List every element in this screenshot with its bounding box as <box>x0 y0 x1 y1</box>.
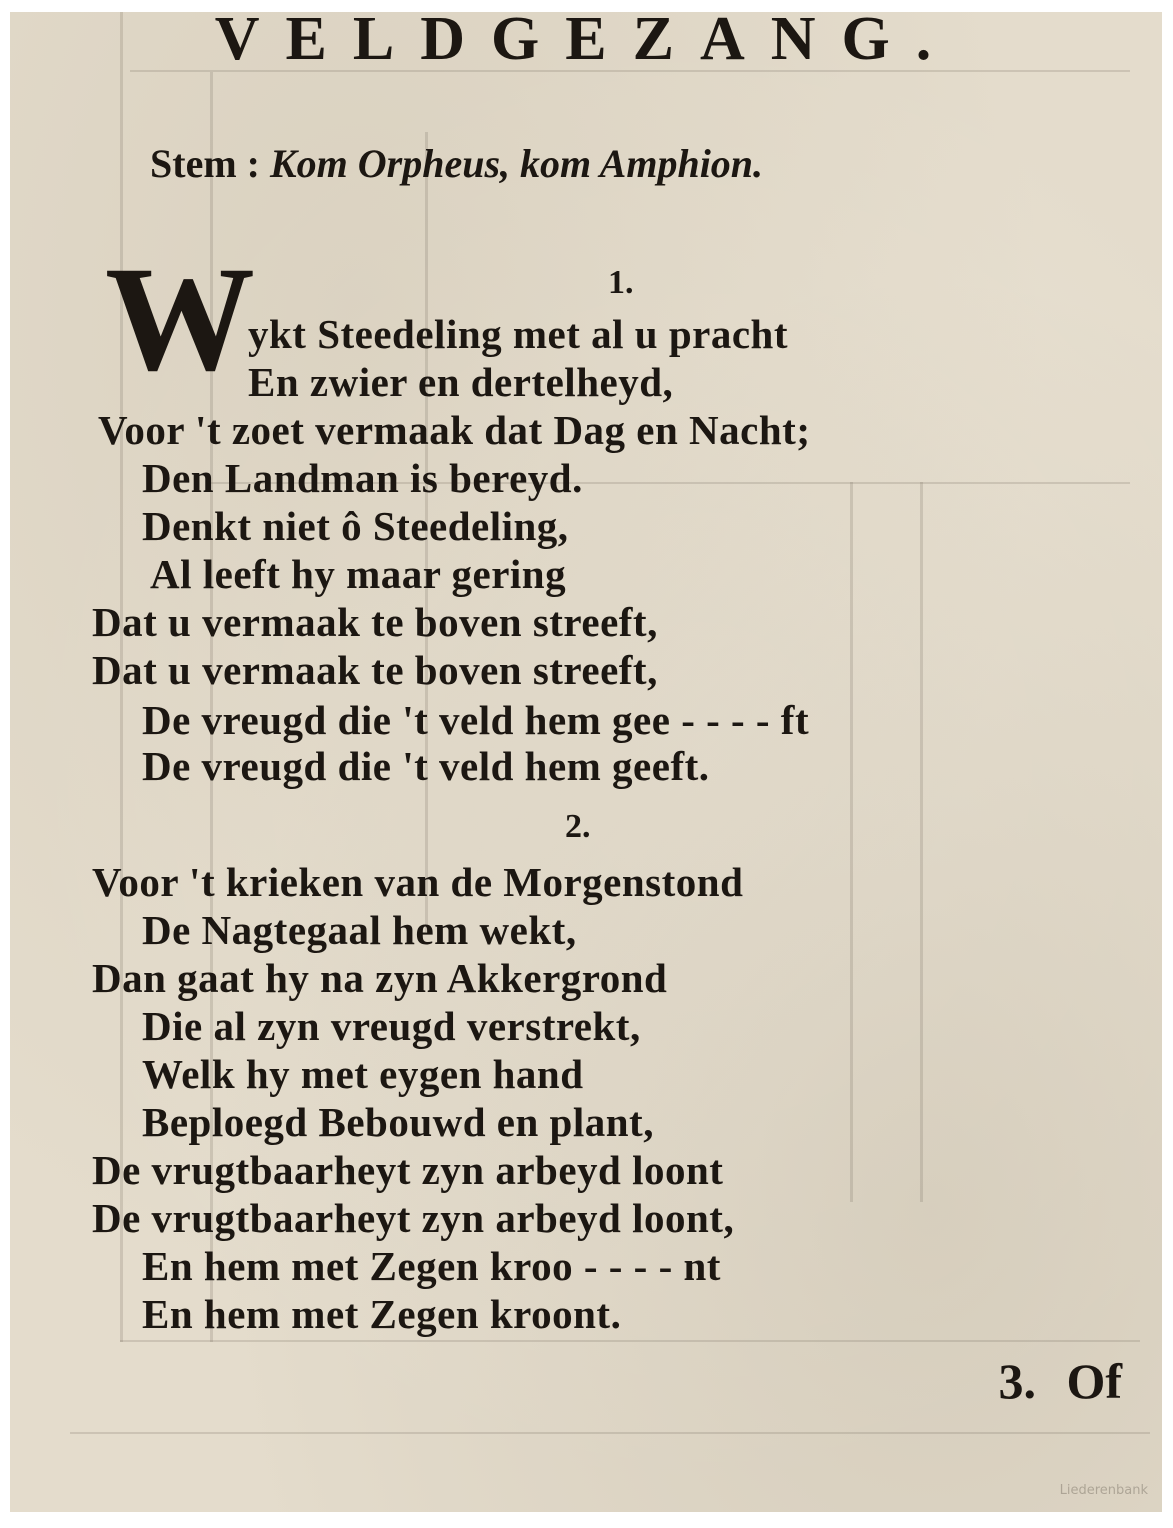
page-title: VELDGEZANG. <box>214 12 958 73</box>
verse-line: Denkt niet ô Steedeling, <box>142 503 569 549</box>
bleed-through-rule <box>850 482 853 1202</box>
stanza-number: 1. <box>608 264 634 301</box>
verse-line: Al leeft hy maar gering <box>150 551 567 597</box>
verse-line: De vreugd die 't veld hem geeft. <box>142 743 710 789</box>
verse-line: De vreugd die 't veld hem gee - - - - ft <box>142 697 810 743</box>
verse-line: En zwier en dertelheyd, <box>248 359 674 405</box>
tune-indication <box>150 140 763 187</box>
verse-line: Die al zyn vreugd verstrekt, <box>142 1003 641 1049</box>
catchword: 3. Of <box>998 1353 1122 1409</box>
verse-line: ykt Steedeling met al u pracht <box>248 311 788 357</box>
verse-line: Beploegd Bebouwd en plant, <box>142 1099 654 1145</box>
bleed-through-rule <box>920 482 923 1202</box>
tune-name: Kom Orpheus, kom Amphion. <box>269 141 764 186</box>
tune-prefix: Stem : <box>150 141 260 186</box>
verse-line: En hem met Zegen kroont. <box>142 1291 622 1337</box>
verse-line: Dat u vermaak te boven streeft, <box>92 599 658 645</box>
bleed-through-rule <box>70 1432 1150 1434</box>
verse-line: En hem met Zegen kroo - - - - nt <box>142 1243 721 1289</box>
verse-line: Dan gaat hy na zyn Akkergrond <box>92 955 668 1001</box>
drop-cap-initial: W <box>105 236 255 402</box>
verse-line: Dat u vermaak te boven streeft, <box>92 647 658 693</box>
stanza-number: 2. <box>565 808 591 845</box>
verse-line: De Nagtegaal hem wekt, <box>142 907 577 953</box>
verse-line: De vrugtbaarheyt zyn arbeyd loont, <box>92 1195 735 1241</box>
watermark: Liederenbank <box>1059 1483 1148 1498</box>
verse-line: Voor 't krieken van de Morgenstond <box>92 859 744 905</box>
verse-line: De vrugtbaarheyt zyn arbeyd loont <box>92 1147 724 1193</box>
verse-line: Welk hy met eygen hand <box>142 1051 584 1097</box>
verse-line: Den Landman is bereyd. <box>142 455 583 501</box>
document-page <box>10 12 1162 1512</box>
bleed-through-rule <box>120 1340 1140 1342</box>
verse-line: Voor 't zoet vermaak dat Dag en Nacht; <box>98 407 811 453</box>
